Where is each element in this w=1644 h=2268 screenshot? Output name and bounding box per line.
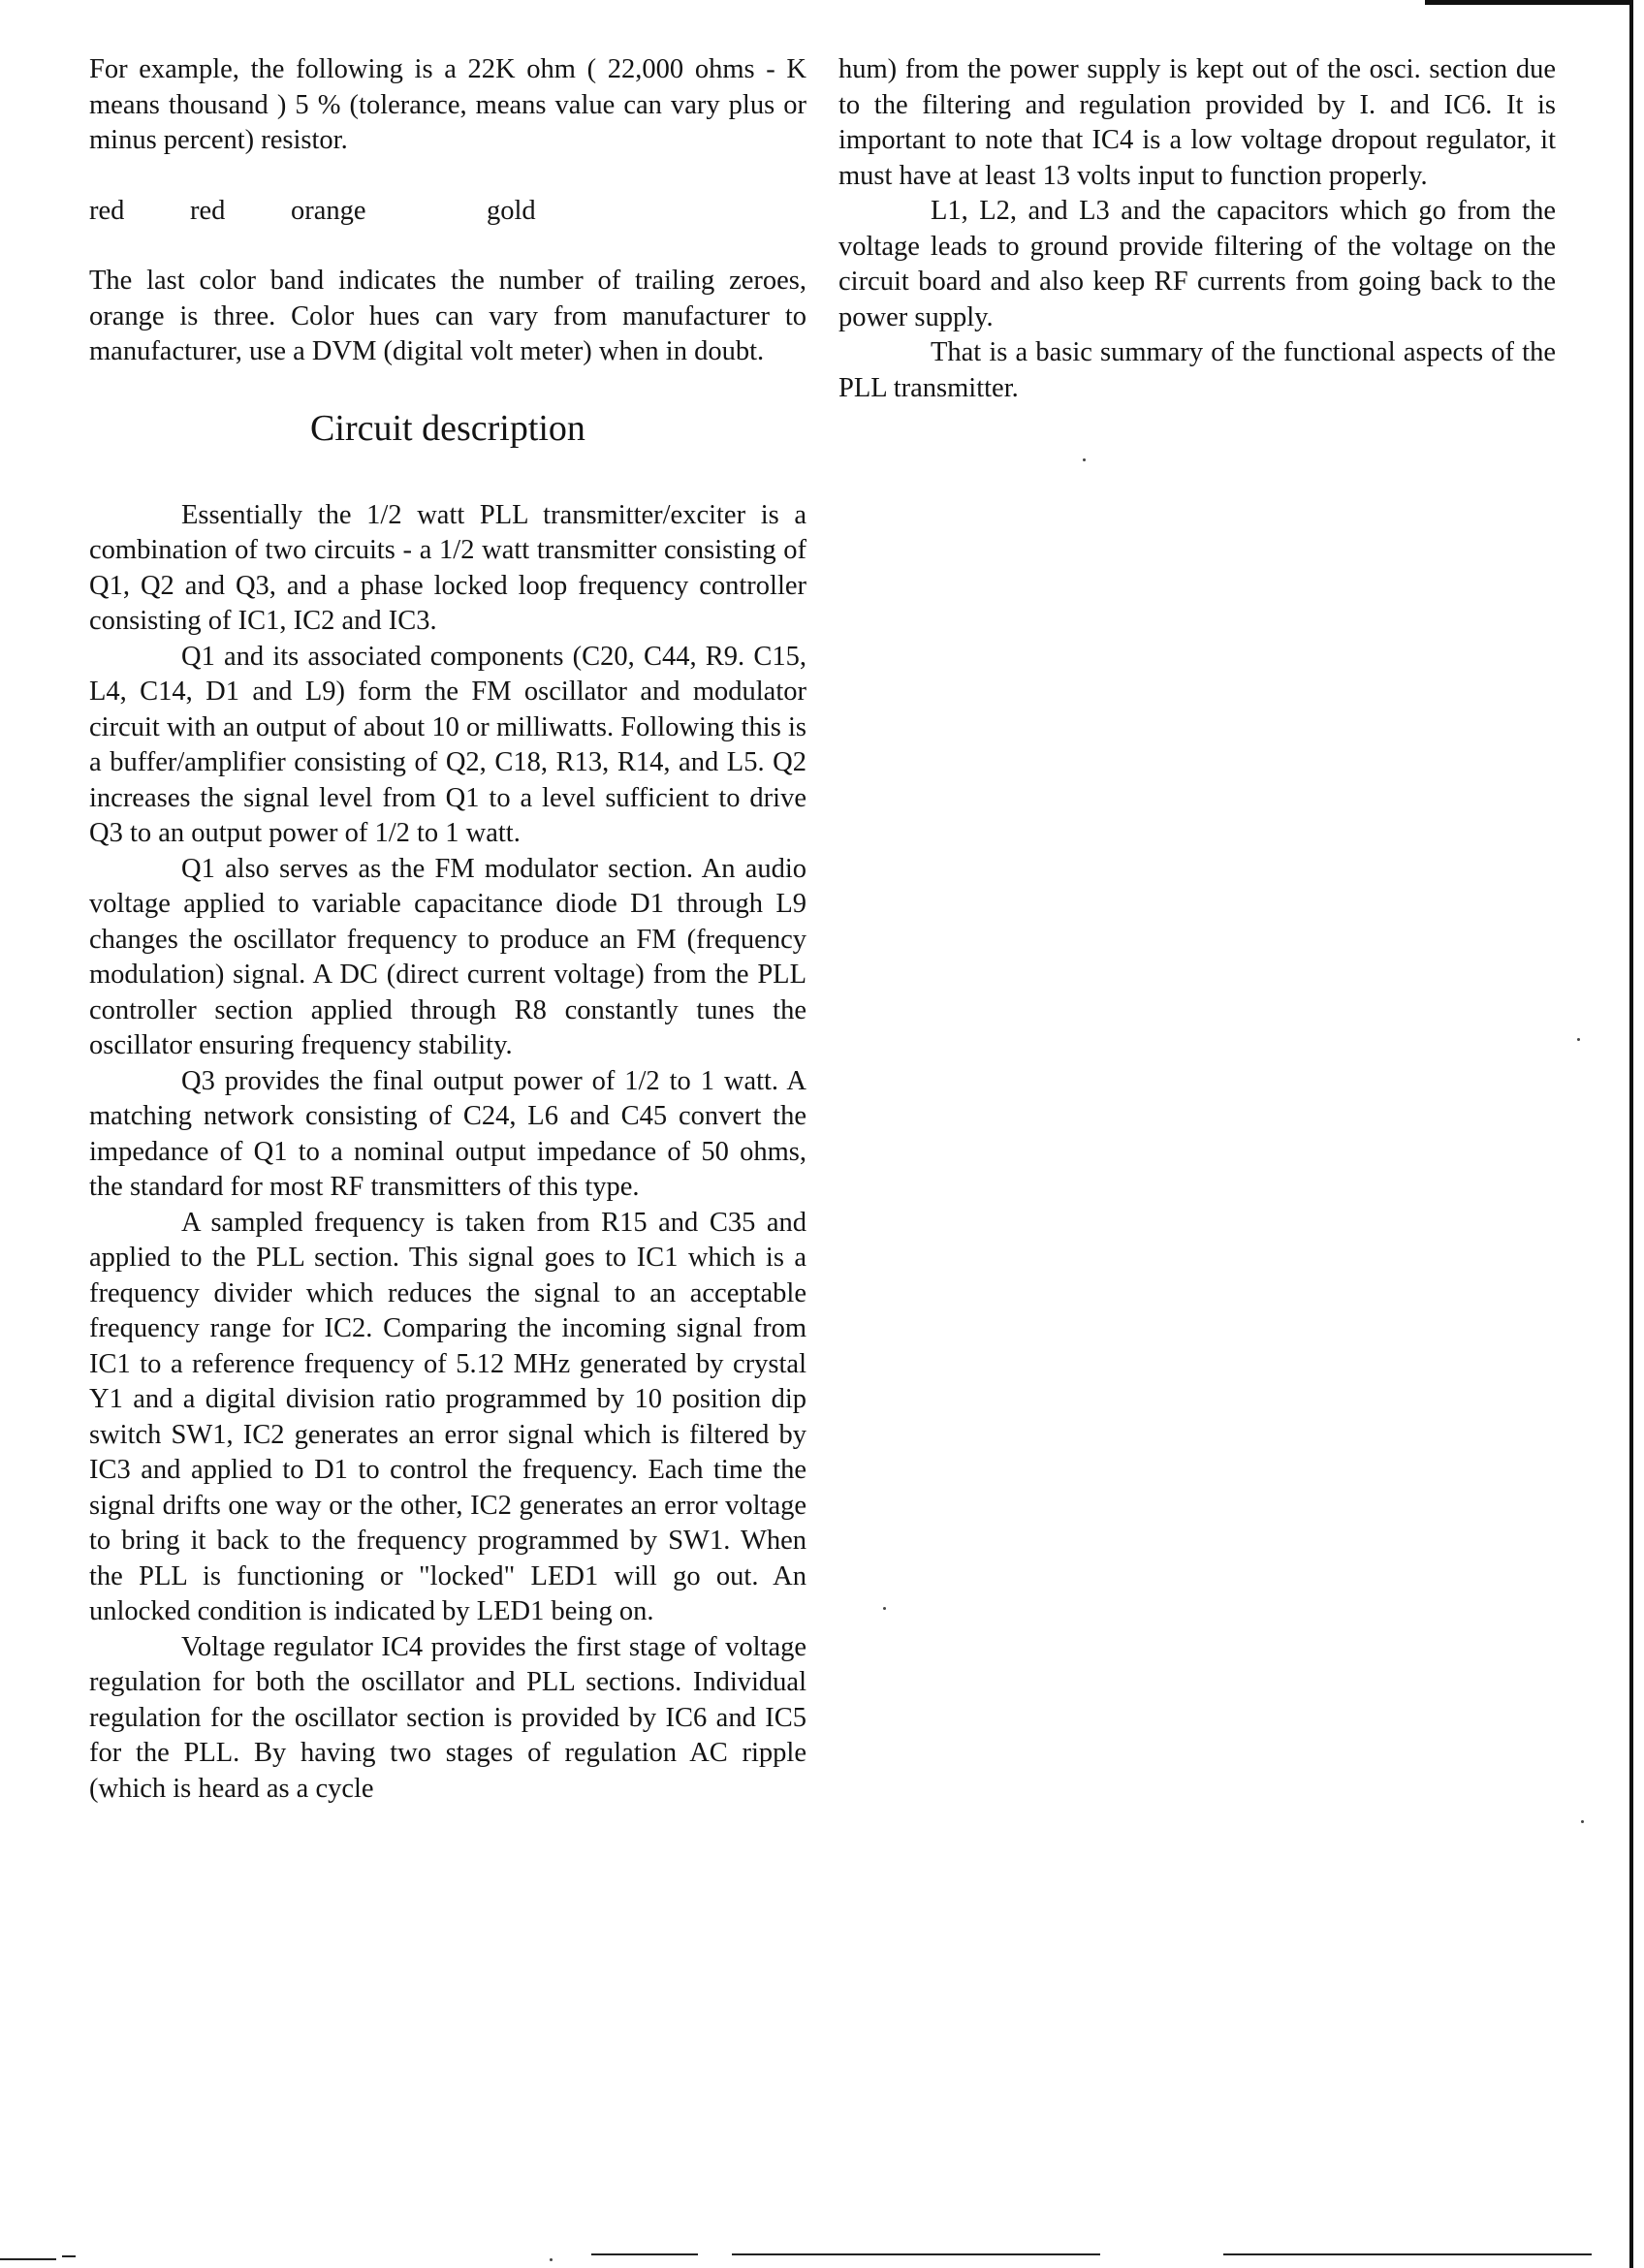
left-column: [89, 52, 806, 1807]
paragraph-regulation: Voltage regulator IC4 provides the first stage of voltage regulation for both the oscillator and PLL sections. Individual regulation for the oscillator section is provided by IC6 and IC5 for the PLL. By having two stages of regulation AC ripple (which is heard as a cycle: [89, 1631, 806, 1804]
paragraph-modulator: Q1 also serves as the FM modulator section. An audio voltage applied to variable capacitance diode D1 through L9 changes the oscillator frequency to produce an FM (frequency modulation) signal. A DC (direct current voltage) from the PLL controller section applied through R8 constantly tunes the oscillator ensuring frequency stability.: [89, 853, 806, 1060]
right-column: [838, 52, 1556, 406]
color-band-3: orange: [291, 195, 366, 226]
section-heading: Circuit description: [310, 407, 585, 449]
color-band-1: red: [89, 195, 125, 226]
paragraph-summary: That is a basic summary of the functional aspects of the PLL transmitter.: [838, 337, 1556, 403]
paragraph-output-stage: Q3 provides the final output power of 1/2 to 1 watt. A matching network consisting of C24, L6 and C45 convert the impedance of Q1 to a nominal output impedance of 50 ohms, the standard for most RF transmitters of this type.: [89, 1065, 806, 1202]
paragraph-oscillator: Q1 and its associated components (C20, C44, R9. C15, L4, C14, D1 and L9) form the FM oscillator and modulator circuit with an output of about 10 or milliwatts. Following this is a buffer/amplifier consisting of Q2, C18, R13, R14, and L5. Q2 increases the signal level from Q1 to a level sufficient to drive Q3 to an output power of 1/2 to 1 watt.: [89, 641, 806, 848]
footer-rule-fragment: [62, 2255, 76, 2257]
scan-edge-right: [1629, 0, 1633, 2268]
paragraph-overview: Essentially the 1/2 watt PLL transmitter/exciter is a combination of two circuits - a 1/2 watt transmitter consisting of Q1, Q2 and Q3, and a phase locked loop frequency controller consisting of IC1, IC2 and IC3.: [89, 499, 806, 636]
paragraph-pll: A sampled frequency is taken from R15 and C35 and applied to the PLL section. This signal goes to IC1 which is a frequency divider which reduces the signal to an acceptable frequency range for IC2. Comparing the incoming signal from IC1 to a reference frequency of 5.12 MHz generated by crystal Y1 and a digital division ratio programmed by 10 position dip switch SW1, IC2 generates an error signal which is filtered by IC3 and applied to D1 to control the frequency. Each time the signal drifts one way or the other, IC2 generates an error voltage to bring it back to the frequency programmed by SW1. When the PLL is functioning or "locked" LED1 will go out. An unlocked condition is indicated by LED1 being on.: [89, 1207, 806, 1626]
footer-rule-fragment: [732, 2253, 1100, 2255]
trailing-zeroes-note: The last color band indicates the number of trailing zeroes, orange is three. Color hues can vary from manufacturer to manufacturer, use a DVM (digital volt meter) when in doubt.: [89, 266, 806, 366]
scan-speck: [550, 2258, 553, 2261]
scan-edge-top: [1425, 0, 1633, 5]
paragraph-filtering: L1, L2, and L3 and the capacitors which go from the voltage leads to ground provide filtering of the voltage on the circuit board and also keep RF currents from going back to the power supply.: [838, 196, 1556, 332]
footer-rule-fragment: [591, 2253, 698, 2255]
scan-speck: [1083, 458, 1086, 461]
color-band-row: [89, 194, 806, 230]
scan-speck: [883, 1607, 886, 1610]
footer-rule-fragment: [0, 2258, 56, 2260]
scan-speck: [1577, 1038, 1580, 1041]
paragraph-regulation-continued: hum) from the power supply is kept out of the osci. section due to the filtering and regulation provided by I. and IC6. It is important to note that IC4 is a low voltage dropout regulator, it must have at least 13 volts input to function properly.: [838, 54, 1556, 191]
color-band-4: gold: [487, 195, 536, 226]
footer-rule-fragment: [1223, 2253, 1592, 2255]
scan-speck: [1581, 1820, 1584, 1823]
color-band-2: red: [190, 195, 226, 226]
resistor-example-text: For example, the following is a 22K ohm ( 22,000 ohms - K means thousand ) 5 % (tolerance, means value can vary plus or minus percent) resistor.: [89, 54, 806, 155]
